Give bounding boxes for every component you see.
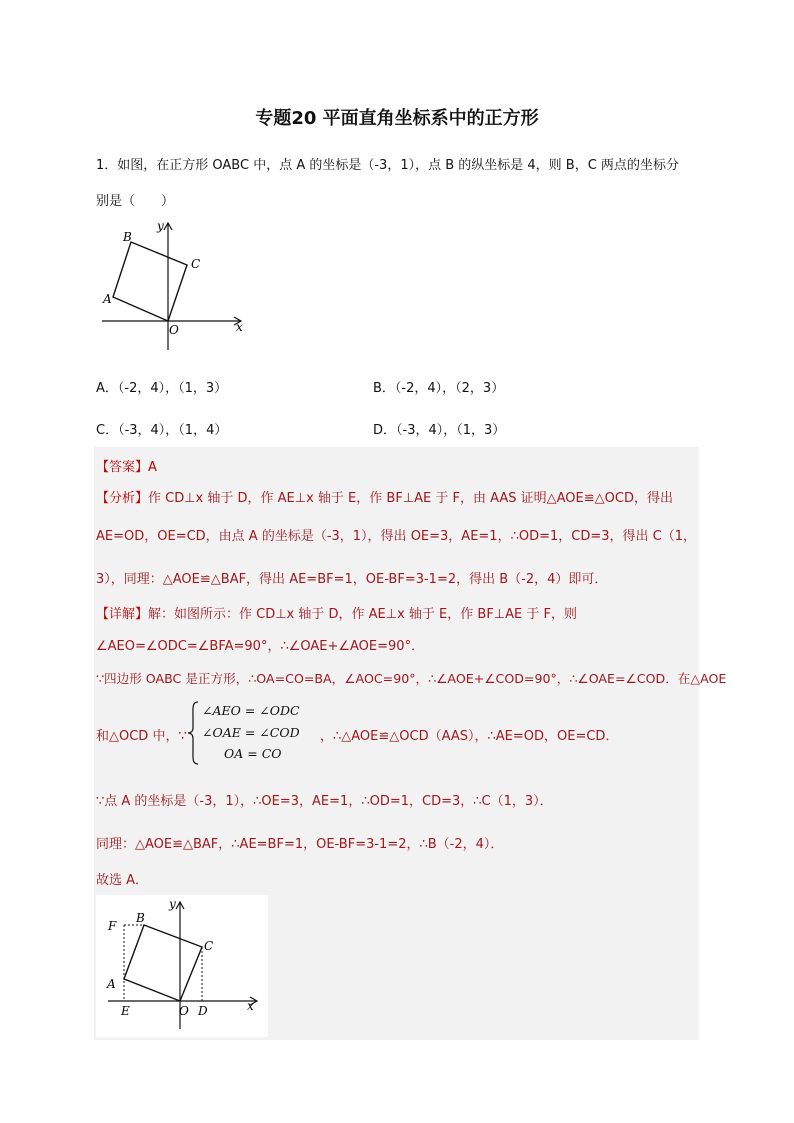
answer-value: A xyxy=(148,460,157,475)
question-text-line1: 1．如图，在正方形 OABC 中，点 A 的坐标是（-3，1），点 B 的纵坐标是 4，则 B，C 两点的坐标分 xyxy=(96,158,679,173)
system-eq-2: ∠OAE = ∠COD xyxy=(202,725,300,740)
system-eq-3: OA = CO xyxy=(224,746,282,761)
option-a: A．（-2，4），（1，3） xyxy=(96,381,228,396)
analysis-line2: AE=OD，OE=CD，由点 A 的坐标是（-3，1），得出 OE=3，AE=1，∴OD=1，CD=3，得出 C（1， xyxy=(96,529,696,544)
page-title: 专题20 平面直角坐标系中的正方形 xyxy=(255,108,539,129)
label-x: x xyxy=(236,320,243,334)
detail-line4-prefix: 和△OCD 中，∵ xyxy=(96,729,187,744)
label-f: F xyxy=(108,919,117,933)
label-e: E xyxy=(121,1004,130,1018)
solution-figure xyxy=(96,895,268,1037)
detail-label: 【详解】 xyxy=(96,607,149,622)
detail-line5: ∵点 A 的坐标是（-3，1），∴OE=3，AE=1，∴OD=1，CD=3，∴C（1，3）． xyxy=(96,794,553,809)
label-y: y xyxy=(169,897,176,911)
system-eq-1: ∠AEO = ∠ODC xyxy=(202,703,300,718)
label-d: D xyxy=(198,1004,208,1018)
label-x: x xyxy=(247,999,254,1013)
question-figure xyxy=(96,218,252,356)
detail-line4-suffix: ，∴△AOE≌△OCD（AAS），∴AE=OD，OE=CD． xyxy=(320,729,619,744)
label-a: A xyxy=(107,977,116,991)
analysis-line3: 3），同理：△AOE≌△BAF，得出 AE=BF=1，OE-BF=3-1=2，得出 B（-2，4）即可． xyxy=(96,572,608,587)
label-y: y xyxy=(157,219,164,233)
detail-line6: 同理：△AOE≌△BAF，∴AE=BF=1，OE-BF=3-1=2，∴B（-2，4）． xyxy=(96,837,504,852)
label-o: O xyxy=(179,1004,189,1018)
answer-label: 【答案】 xyxy=(96,460,149,475)
analysis-label: 【分析】 xyxy=(96,491,149,506)
detail-line7: 故选 A． xyxy=(96,873,149,888)
detail-line1: 【详解】解：如图所示：作 CD⊥x 轴于 D，作 AE⊥x 轴于 E，作 BF⊥AE 于 F，则 xyxy=(96,607,577,622)
label-a: A xyxy=(103,292,112,306)
brace-icon xyxy=(186,700,200,766)
answer-line xyxy=(96,456,157,475)
detail-line2: ∠AEO=∠ODC=∠BFA=90°，∴∠OAE+∠AOE=90°． xyxy=(96,639,425,654)
option-d: D．（-3，4），（1，3） xyxy=(373,423,506,438)
label-o: O xyxy=(169,323,179,337)
label-c: C xyxy=(191,257,201,271)
analysis-line1: 【分析】作 CD⊥x 轴于 D，作 AE⊥x 轴于 E，作 BF⊥AE 于 F，由 AAS 证明△AOE≌△OCD，得出 xyxy=(96,491,673,506)
label-b: B xyxy=(123,230,132,244)
label-c: C xyxy=(204,939,214,953)
detail-line3: ∵四边形 OABC 是正方形，∴OA=CO=BA，∠AOC=90°，∴∠AOE+∠COD=90°，∴∠OAE=∠COD．在△AOE xyxy=(96,671,727,686)
option-b: B．（-2，4），（2，3） xyxy=(373,381,505,396)
option-c: C．（-3，4），（1，4） xyxy=(96,423,228,438)
question-text-line2: 别是（ ） xyxy=(96,194,175,209)
label-b: B xyxy=(136,911,145,925)
